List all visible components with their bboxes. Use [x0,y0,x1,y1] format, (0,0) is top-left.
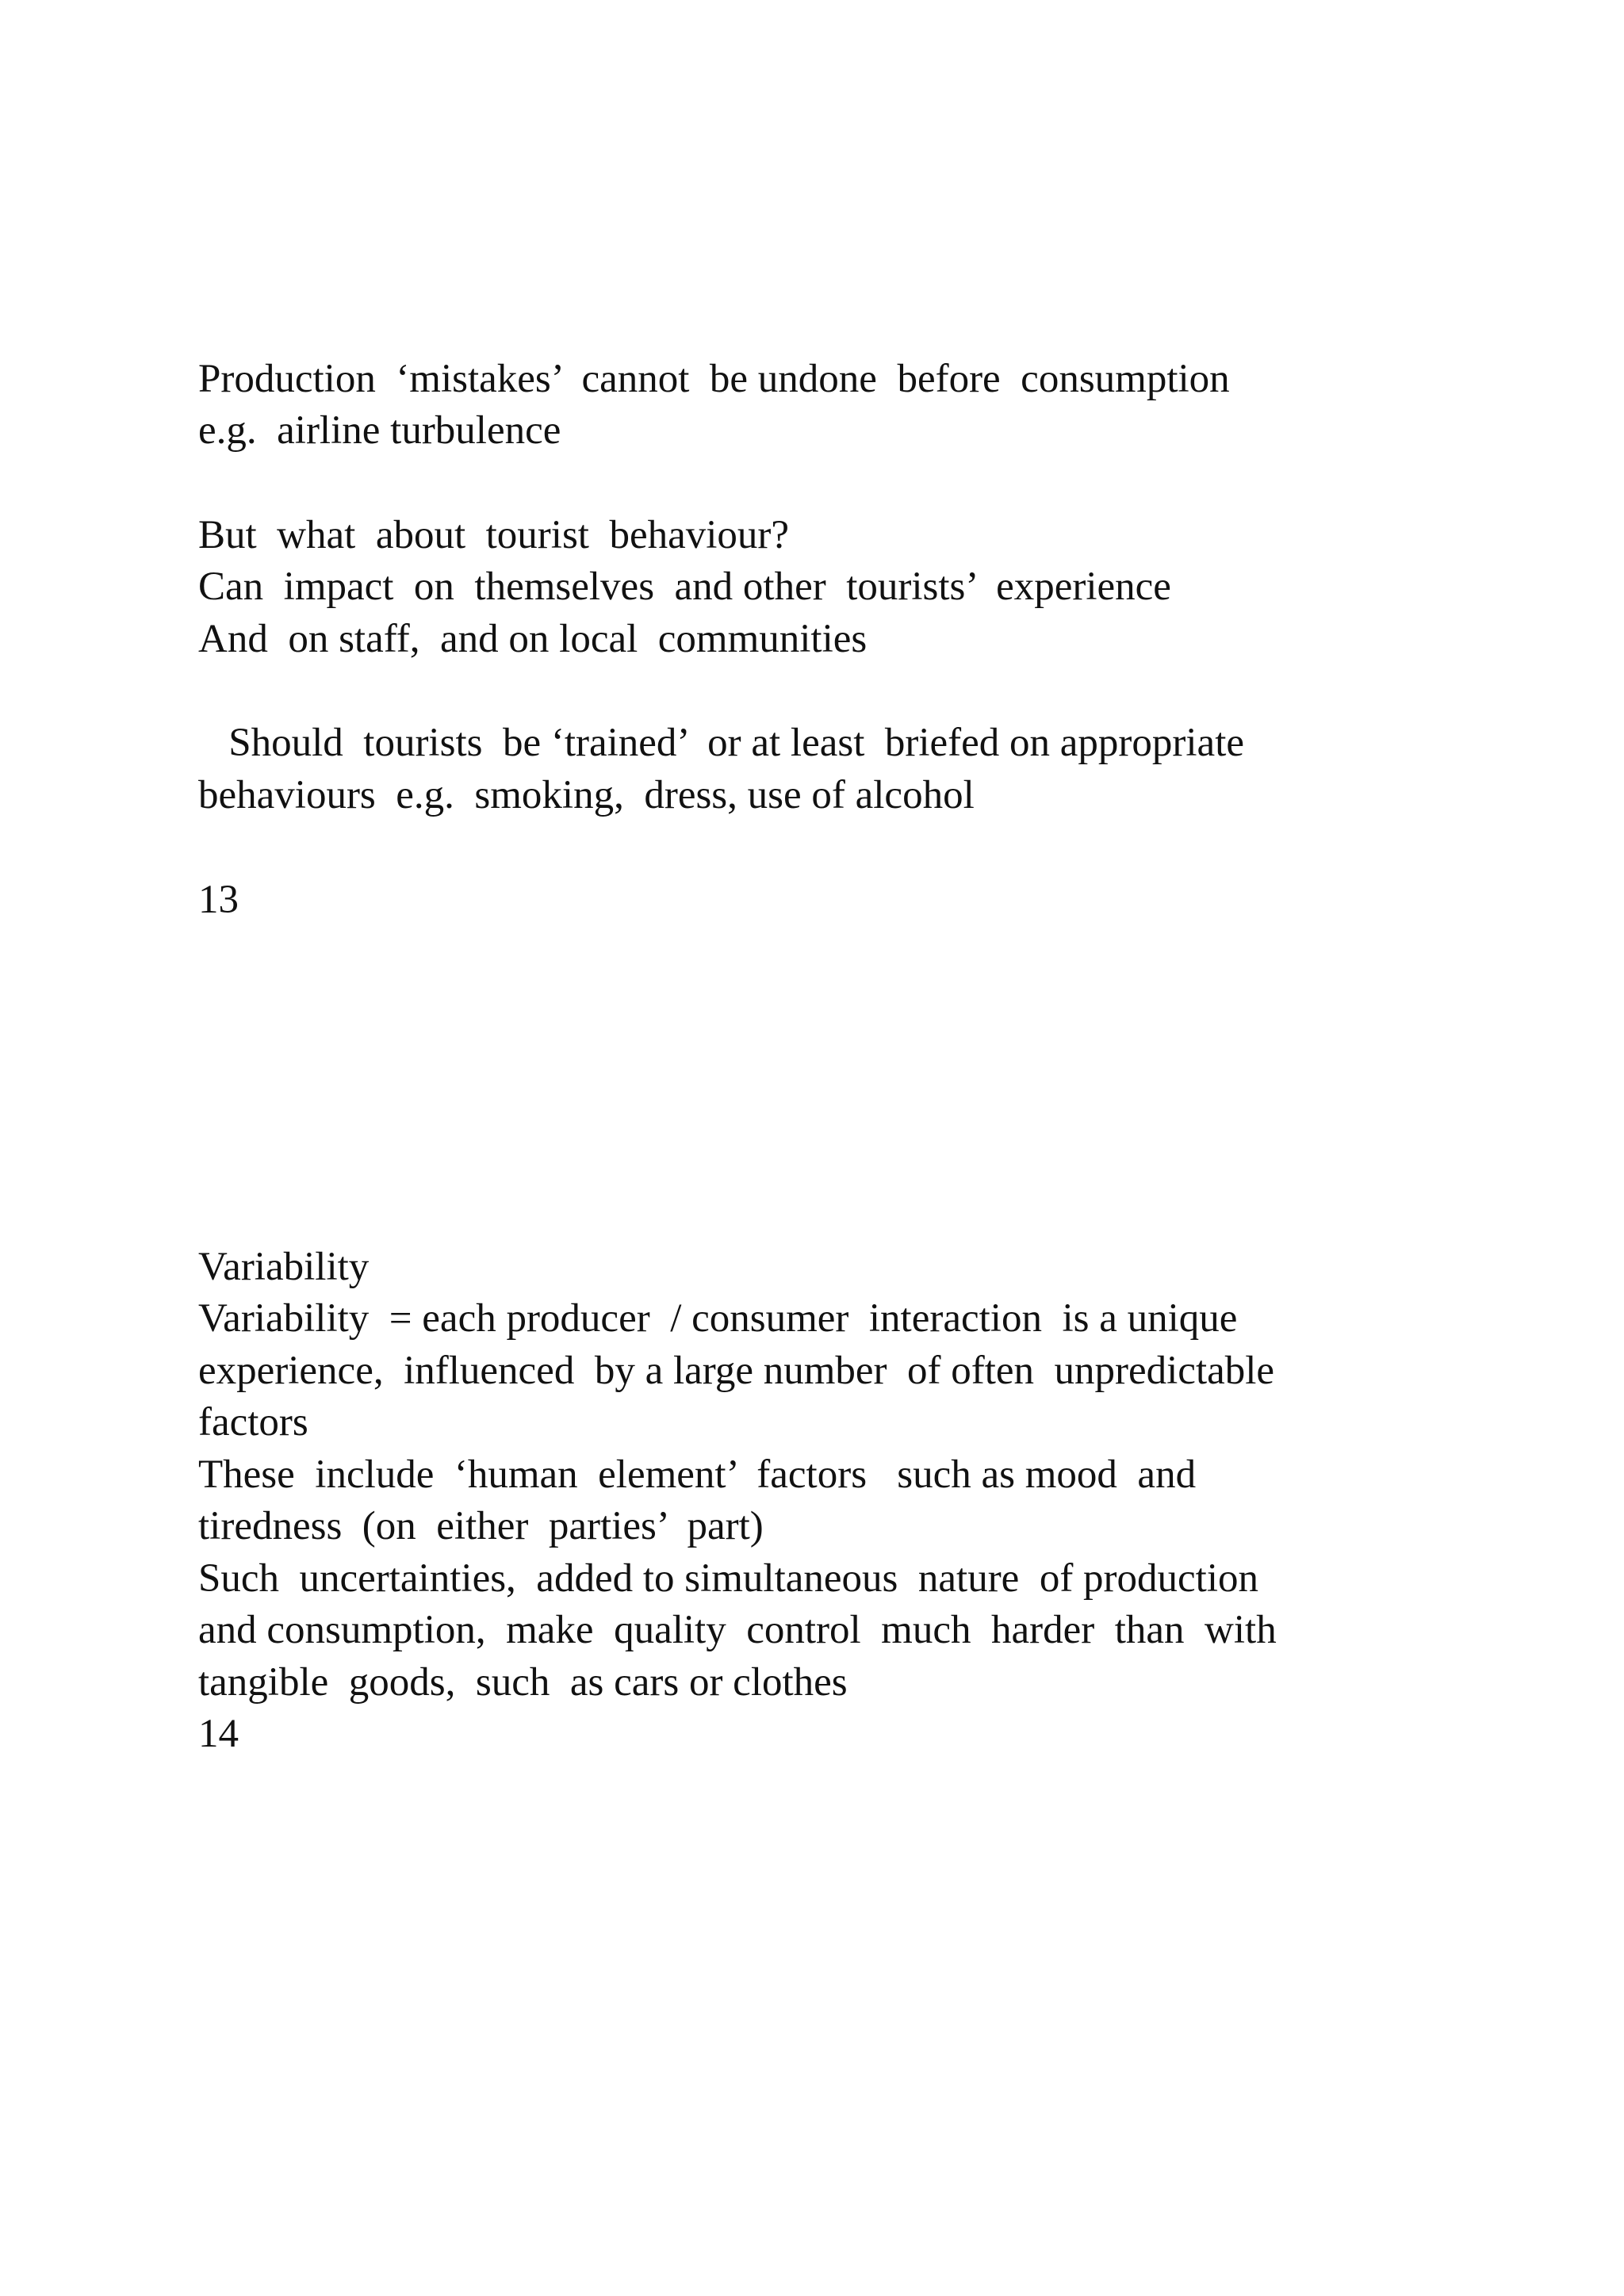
text-line: And on staff, and on local communities [198,617,868,661]
text-line: But what about tourist behaviour? [198,513,790,557]
text-line: e.g. airline turbulence [198,408,561,453]
text-line: factors [198,1400,308,1445]
text-line: Can impact on themselves and other tourists’ experience [198,564,1171,609]
text-line: experience, influenced by a large number of often unpredictable [198,1349,1275,1393]
page-number: 14 [198,1712,239,1756]
text-line: Such uncertainties, added to simultaneous nature of production [198,1556,1259,1601]
page-number: 13 [198,878,239,922]
text-line: tangible goods, such as cars or clothes [198,1660,848,1705]
text-line: Should tourists be ‘trained’ or at least briefed on appropriate [198,721,1245,765]
text-line: behaviours e.g. smoking, dress, use of alcohol [198,773,975,817]
text-line: tiredness (on either parties’ part) [198,1504,764,1548]
text-line: Production ‘mistakes’ cannot be undone before consumption [198,357,1230,401]
text-line: and consumption, make quality control much harder than with [198,1608,1277,1652]
section-heading: Variability [198,1245,370,1289]
text-line: Variability = each producer / consumer interaction is a unique [198,1296,1238,1341]
text-line: These include ‘human element’ factors such as mood and [198,1452,1197,1497]
